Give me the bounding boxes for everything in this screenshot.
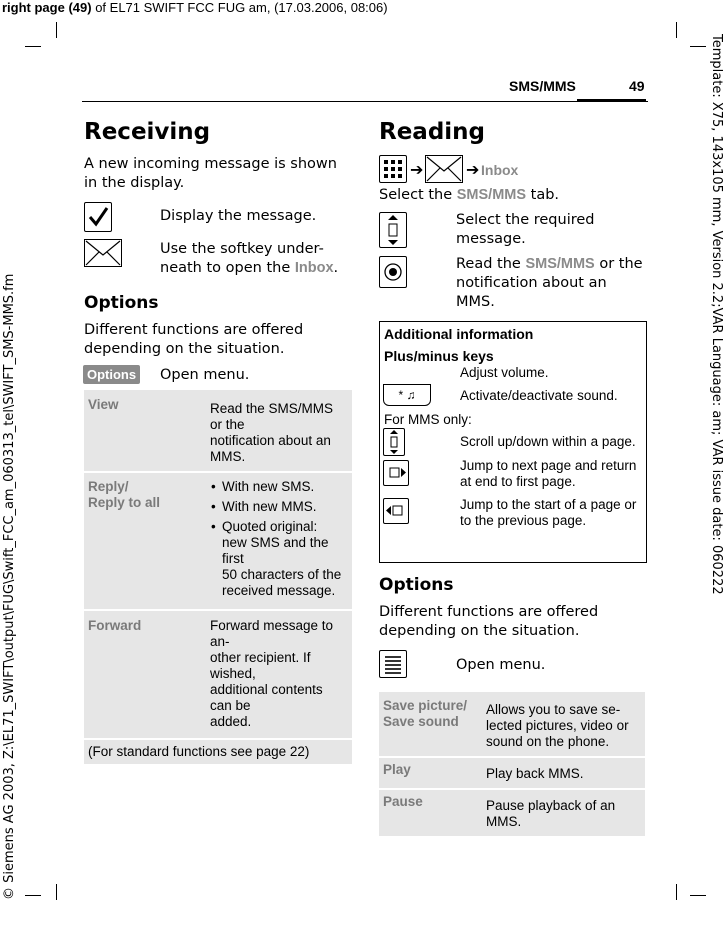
list-item: • Quoted original: new SMS and the first 50 characters of the received message. [210, 519, 348, 599]
options-softkey[interactable]: Options [83, 365, 140, 384]
table-row: Save picture/ Save sound Allows you to save se- lected pictures, video or sound on the phone. [379, 692, 645, 756]
additional-information-box [379, 321, 647, 563]
option-forward[interactable]: Forward [84, 611, 206, 738]
inbox-link[interactable]: Inbox [481, 162, 519, 178]
inbox-softkey-text: Use the softkey under- neath to open the Inbox. [160, 241, 339, 276]
star-key-icon: * ♫ [383, 384, 431, 406]
left-options-intro: Different functions are offered depending on the situation. [84, 322, 304, 357]
receiving-options-table [84, 388, 352, 766]
reading-heading: Reading [379, 119, 486, 145]
page-number: 49 [629, 78, 645, 94]
menu-list-icon[interactable] [379, 650, 407, 678]
option-play[interactable]: Play [379, 758, 482, 788]
envelope-icon [425, 155, 463, 183]
receiving-heading: Receiving [84, 119, 211, 145]
info-box-title: Additional information [384, 326, 534, 342]
right-options-intro: Different functions are offered depending on the situation. [379, 604, 599, 639]
previous-page-text: Jump to the start of a page or to the previous page. [460, 497, 637, 528]
table-row: View Read the SMS/MMS or the notification about an MMS. [84, 390, 352, 471]
navigation-key-icon [379, 212, 407, 248]
next-page-text: Jump to next page and return at end to first page. [460, 458, 637, 489]
table-row: Play Play back MMS. [379, 758, 645, 788]
header-rule-thick [577, 99, 646, 102]
read-sms-mms-text: Read the SMS/MMS or the notification about an MMS. [456, 256, 643, 310]
list-item: • With new MMS. [210, 499, 348, 515]
crop-mark [25, 46, 41, 47]
select-tab-text: Select the SMS/MMS tab. [379, 187, 560, 203]
left-margin-text: © Siemens AG 2003, Z:\EL71_SWIFT\output\FUG\Swift_FCC_am_060313_tel\SWIFT_SMS-MMS.fm [2, 273, 17, 900]
left-options-heading: Options [84, 293, 159, 313]
sound-toggle-text: Activate/deactivate sound. [460, 388, 618, 403]
option-save-picture[interactable]: Save picture/ Save sound [379, 692, 482, 756]
table-row [84, 473, 352, 609]
crop-mark [690, 46, 706, 47]
sms-mms-tab-link[interactable]: SMS/MMS [456, 187, 527, 203]
display-message-text: Display the message. [160, 208, 317, 224]
menu-grid-icon [379, 155, 407, 183]
print-header-note: right page (49) of EL71 SWIFT FCC FUG am, (17.03.2006, 08:06) [2, 0, 388, 15]
crop-mark [676, 22, 677, 38]
right-key-icon [383, 460, 409, 486]
option-pause[interactable]: Pause [379, 790, 482, 836]
table-footer: (For standard functions see page 22) [84, 740, 352, 764]
page-section-title: SMS/MMS [509, 78, 576, 94]
crop-mark [56, 22, 57, 38]
header-rule [82, 101, 648, 102]
table-row [84, 740, 352, 764]
info-box-subtitle: Plus/minus keys [384, 348, 494, 364]
table-row: Forward Forward message to an- other recipient. If wished, additional contents can be added. [84, 611, 352, 738]
crop-mark [56, 884, 57, 900]
envelope-icon [84, 239, 122, 267]
inbox-link[interactable]: Inbox [294, 260, 334, 276]
open-menu-text: Open menu. [160, 367, 250, 383]
receiving-intro: A new incoming message is shown in the display. [84, 156, 337, 191]
crop-mark [25, 895, 41, 896]
list-item: • With new SMS. [210, 479, 348, 495]
option-reply[interactable]: Reply/ Reply to all [84, 473, 206, 609]
reading-options-table [379, 690, 645, 838]
left-key-icon [383, 498, 409, 524]
right-options-heading: Options [379, 575, 454, 595]
crop-mark [690, 895, 706, 896]
crop-mark [676, 884, 677, 900]
mms-only-label: For MMS only: [384, 412, 472, 427]
arrow-icon: ➔ [410, 160, 424, 179]
checkmark-icon [84, 202, 112, 232]
scroll-page-text: Scroll up/down within a page. [460, 434, 636, 449]
right-open-menu-text: Open menu. [456, 657, 546, 673]
arrow-icon: ➔ [466, 160, 480, 179]
option-view[interactable]: View [84, 390, 206, 471]
table-row: Pause Pause playback of an MMS. [379, 790, 645, 836]
right-margin-text: Template: X75, 143x105 mm, Version 2.2;VAR Language: am; VAR issue date: 060222 [709, 34, 724, 595]
sms-mms-link[interactable]: SMS/MMS [525, 256, 595, 272]
select-message-text: Select the required message. [456, 212, 595, 247]
center-key-icon [379, 256, 407, 288]
adjust-volume-text: Adjust volume. [460, 365, 549, 380]
navigation-key-icon [383, 428, 405, 456]
